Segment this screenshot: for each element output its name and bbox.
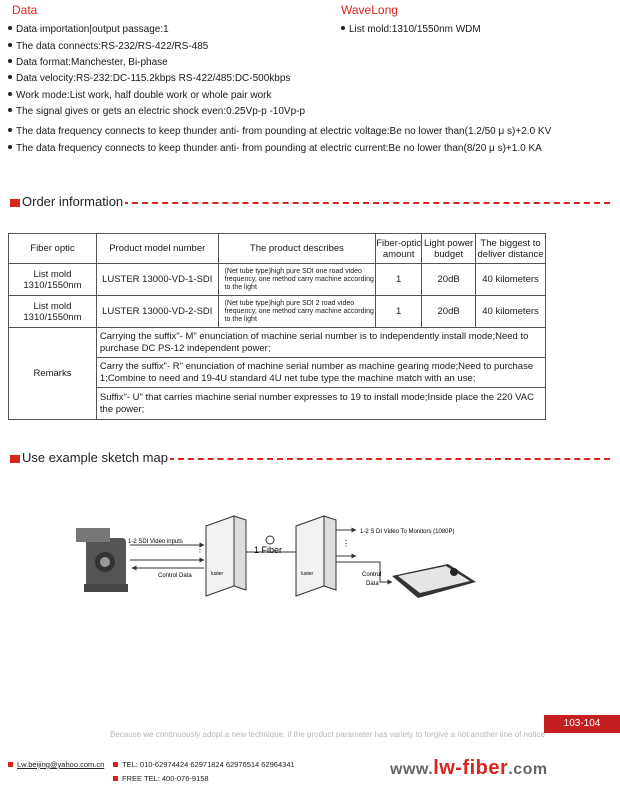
bullet-icon (8, 59, 12, 63)
bullet-icon (341, 26, 345, 30)
connection-diagram (0, 500, 620, 610)
table-row (9, 296, 546, 328)
col-budget: Light power budget (422, 234, 476, 264)
data-heading: Data (12, 3, 38, 17)
square-bullet-icon (113, 762, 118, 767)
video-input-label: 1-2 SDI Video inputs (128, 539, 183, 545)
red-marker-icon (10, 455, 20, 463)
sketch-section-title: Use example sketch map (22, 450, 168, 465)
data-item: The data frequency connects to keep thunder anti- from pounding at electric current:Be no lower than(8/20 μ s)+1.0 KA (8, 143, 542, 154)
transmitter-icon (206, 516, 246, 596)
cell-fiber: List mold 1310/1550nm (9, 264, 97, 296)
remark-text: Suffix"- U" that carries machine serial number expresses to 19 to install mode;Inside place the 220 VAC the power; (96, 388, 545, 420)
square-bullet-icon (113, 776, 118, 781)
video-output-label: 1-2 S DI Video To Monitors (1080P) (360, 529, 455, 535)
fiber-reel-icon (266, 536, 274, 544)
page-number: 103-104 (544, 715, 620, 733)
wavelong-item: List mold:1310/1550nm WDM (341, 24, 481, 35)
control-data-label: Control Data (158, 573, 192, 579)
col-fiber-optic: Fiber optic (9, 234, 97, 264)
red-marker-icon (10, 199, 20, 207)
remark-text: Carry the suffix"- R" enunciation of machine serial number as machine gearing mode;Need to purchase 1;Combine to need and 19-4U standard 4U net tube type the machine match with an use; (96, 358, 545, 388)
keyboard-controller-icon (392, 564, 476, 598)
order-section-header (10, 196, 610, 210)
col-describes: The product describes (218, 234, 376, 264)
remarks-label: Remarks (9, 328, 97, 420)
order-table (8, 233, 546, 420)
site-brand[interactable]: www.lw-fiber.com (390, 757, 548, 779)
sketch-section-header (10, 452, 610, 466)
col-distance: The biggest to deliver distance (476, 234, 546, 264)
table-row (9, 264, 546, 296)
notice-text: Because we continuously adopt a new technique, if the product parameter has variety to forgive a not another line of notice (110, 730, 545, 739)
cell-model: LUSTER 13000-VD-2-SDI (96, 296, 218, 328)
bullet-icon (8, 108, 12, 112)
cell-distance: 40 kilometers (476, 264, 546, 296)
data-item: Data importation|output passage:1 (8, 24, 169, 35)
bullet-icon (8, 43, 12, 47)
data-label: Data (366, 581, 379, 587)
remarks-row (9, 328, 546, 358)
cell-distance: 40 kilometers (476, 296, 546, 328)
tel-text: TEL: 010-62974424 62971824 62976514 62964341 (113, 760, 295, 769)
cell-budget: 20dB (422, 296, 476, 328)
bullet-icon (8, 26, 12, 30)
free-tel-text: FREE TEL: 400-076-9158 (113, 774, 209, 783)
camera-icon (76, 528, 128, 592)
remark-text: Carrying the suffix"- M" enunciation of machine serial number is to independently install mode;Need to purchase DC PS-12 independent power; (96, 328, 545, 358)
fiber-label: 1 Fiber (254, 545, 283, 555)
cell-budget: 20dB (422, 264, 476, 296)
data-item: Work mode:List work, half double work or whole pair work (8, 90, 271, 101)
cell-describe: (Net tube type)high pure SDI one road video frequency, one method carry machine according to the light (218, 264, 376, 296)
col-model: Product model number (96, 234, 218, 264)
bullet-icon (8, 128, 12, 132)
email-link[interactable]: Lw.beijing@yahoo.com.cn (8, 760, 104, 769)
data-item: The data frequency connects to keep thunder anti- from pounding at electric voltage:Be no lower than(1.2/50 μ s)+2.0 KV (8, 126, 551, 137)
data-item: The signal gives or gets an electric shock even:0.25Vp-p -10Vp-p (8, 106, 305, 117)
control-label: Control (362, 572, 382, 578)
data-item: The data connects:RS-232/RS-422/RS-485 (8, 41, 208, 52)
brand-tag: luster (211, 571, 224, 577)
wavelong-heading: WaveLong (341, 3, 398, 17)
data-item: Data velocity:RS-232:DC-115.2kbps RS-422/485:DC-500kbps (8, 73, 290, 84)
table-header-row (9, 234, 546, 264)
cell-amount: 1 (376, 296, 422, 328)
bullet-icon (8, 92, 12, 96)
cell-fiber: List mold 1310/1550nm (9, 296, 97, 328)
data-item: Data format:Manchester, Bi-phase (8, 57, 168, 68)
brand-tag: luster (301, 571, 314, 577)
square-bullet-icon (8, 762, 13, 767)
col-amount: Fiber-optic amount (376, 234, 422, 264)
cell-model: LUSTER 13000-VD-1-SDI (96, 264, 218, 296)
dashed-divider (122, 202, 610, 204)
dots-icon: ⋮ (342, 539, 350, 548)
cell-amount: 1 (376, 264, 422, 296)
order-section-title: Order information (22, 194, 124, 209)
dashed-divider (168, 458, 610, 460)
bullet-icon (8, 145, 12, 149)
bullet-icon (8, 75, 12, 79)
dots-icon: ⋮ (196, 545, 204, 554)
receiver-icon (296, 516, 336, 596)
cell-describe: (Net tube type)high pure SDI 2 road video frequency, one method carry machine according to the light (218, 296, 376, 328)
